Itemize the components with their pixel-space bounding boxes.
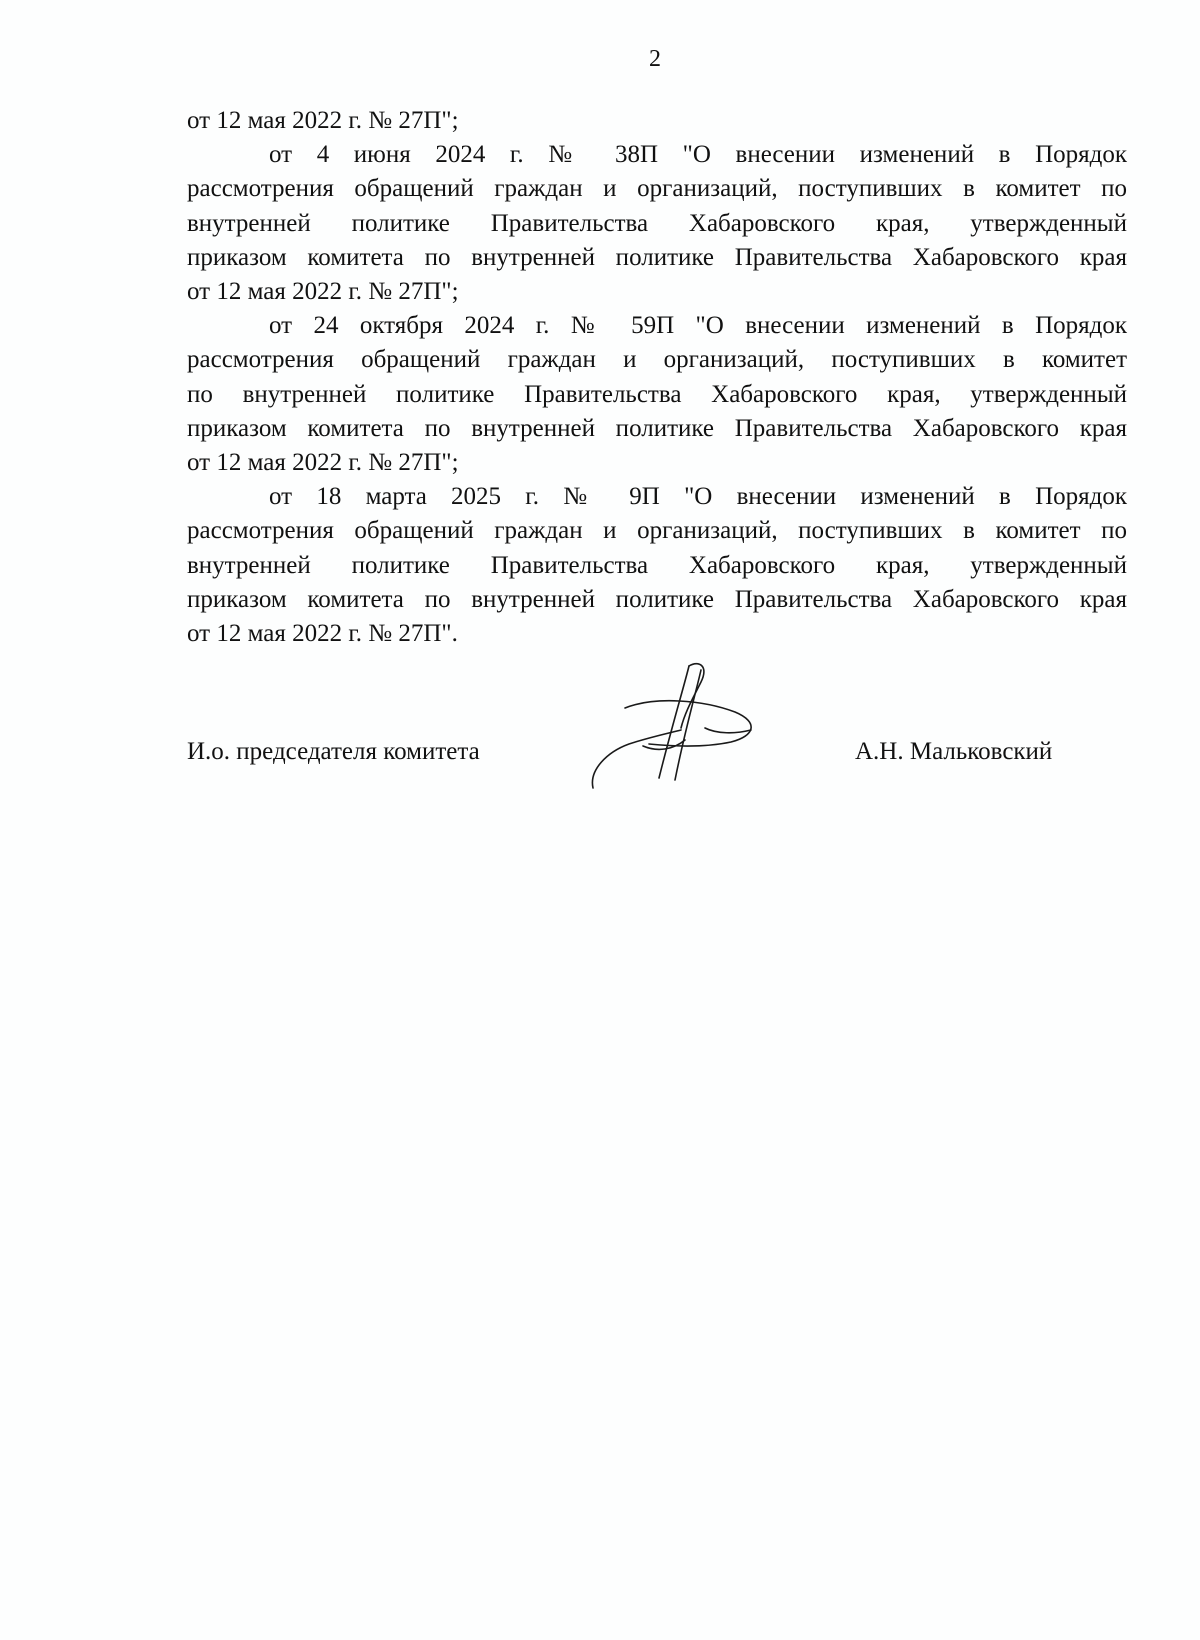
body-text xyxy=(187,104,1127,651)
signer-position: И.о. председателя комитета xyxy=(187,738,480,765)
text-line: внутренней политике Правительства Хабаровского края, утвержденный xyxy=(187,209,1127,237)
text-line: от 18 марта 2025 г. № 9П "О внесении изменений в Порядок xyxy=(269,483,1127,511)
text-line: приказом комитета по внутренней политике Правительства Хабаровского края xyxy=(187,585,1127,613)
text-line: по внутренней политике Правительства Хабаровского края, утвержденный xyxy=(187,380,1127,408)
text-line: от 12 мая 2022 г. № 27П"; xyxy=(187,278,459,306)
text-line: рассмотрения обращений граждан и организаций, поступивших в комитет xyxy=(187,346,1127,374)
signer-name: А.Н. Мальковский xyxy=(855,738,1053,765)
page-number: 2 xyxy=(649,46,661,72)
text-line: приказом комитета по внутренней политике Правительства Хабаровского края xyxy=(187,243,1127,271)
text-line: рассмотрения обращений граждан и организаций, поступивших в комитет по xyxy=(187,175,1127,203)
text-line: от 12 мая 2022 г. № 27П". xyxy=(187,620,458,648)
text-line: от 4 июня 2024 г. № 38П "О внесении изменений в Порядок xyxy=(269,141,1127,169)
text-line: от 12 мая 2022 г. № 27П"; xyxy=(187,107,459,134)
text-line: от 24 октября 2024 г. № 59П "О внесении изменений в Порядок xyxy=(269,312,1127,340)
text-line: рассмотрения обращений граждан и организаций, поступивших в комитет по xyxy=(187,517,1127,545)
text-line: приказом комитета по внутренней политике Правительства Хабаровского края xyxy=(187,414,1127,442)
signature-block xyxy=(0,735,1200,775)
text-line: от 12 мая 2022 г. № 27П"; xyxy=(187,449,459,477)
text-line: внутренней политике Правительства Хабаровского края, утвержденный xyxy=(187,551,1127,579)
